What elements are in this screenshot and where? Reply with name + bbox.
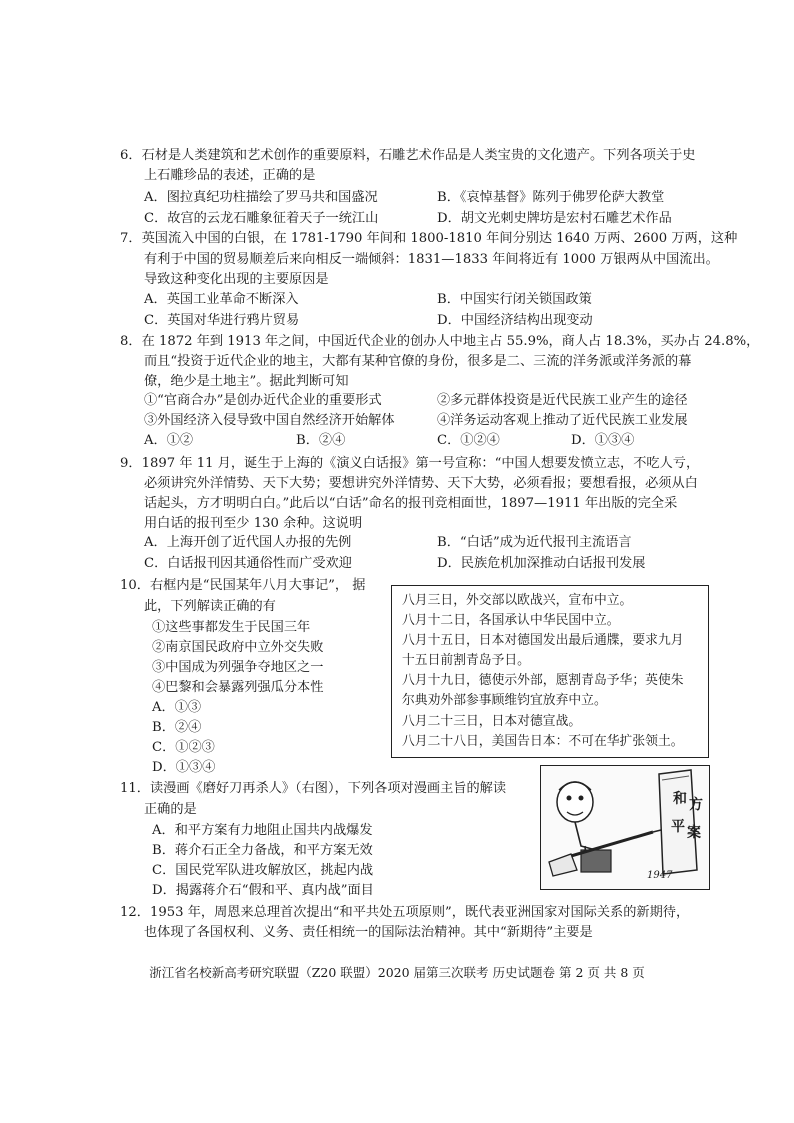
- page-footer: 浙江省名校新高考研究联盟（Z20 联盟）2020 届第三次联考 历史试题卷 第 2 页 共 8 页: [149, 965, 645, 980]
- q10-option-b: B．②④: [152, 720, 202, 735]
- q7-stem-line3: 导致这种变化出现的主要原因是: [144, 272, 329, 287]
- q11-cartoon-sign-char: 方: [689, 797, 703, 813]
- q11-option-b: B．蒋介石正全力备战，和平方案无效: [152, 843, 373, 858]
- q10-event-line: 八月十五日，日本对德国发出最后通牒，要求九月: [402, 633, 684, 648]
- q6-stem-line1: 6．石材是人类建筑和艺术创作的重要原料，石雕艺术作品是人类宝贵的文化遗产。下列各项关于史: [120, 148, 696, 163]
- q8-statement-1: ①“官商合办”是创办近代企业的重要形式: [144, 393, 382, 408]
- q8-statement-4: ④洋务运动客观上推动了近代民族工业发展: [437, 413, 688, 428]
- q10-option-d: D．①③④: [152, 760, 216, 775]
- q10-event-line: 十五日前割青岛予日。: [402, 653, 530, 668]
- q10-event-line: 八月二十三日，日本对德宣战。: [402, 714, 582, 729]
- q8-statement-3: ③外国经济入侵导致中国自然经济开始解体: [144, 413, 395, 428]
- q7-option-c: C．英国对华进行鸦片贸易: [144, 313, 300, 328]
- q8-stem-line3: 僚，绝少是土地主”。据此判断可知: [144, 374, 349, 389]
- q6-stem-line2: 上石雕珍品的表述，正确的是: [144, 168, 316, 183]
- q10-stem-line1: 10．右框内是“民国某年八月大事记”， 据: [120, 578, 366, 593]
- q12-stem-line1: 12．1953 年，周恩来总理首次提出“和平共处五项原则”，既代表亚洲国家对国际关系的新期待，: [120, 905, 690, 920]
- q10-statement-4: ④巴黎和会暴露列强瓜分本性: [152, 680, 324, 695]
- q9-stem-line2: 必须讲究外洋情势、天下大势；要想讲究外洋情势、天下大势，必须看报；要想看报，必须从白: [144, 476, 698, 491]
- q8-option-d: D．①③④: [571, 433, 635, 448]
- q9-stem-line1: 9．1897 年 11 月，诞生于上海的《演义白话报》第一号宣称：“中国人想要发愤立志，不吃人亏，: [120, 456, 700, 471]
- q12-stem-line2: 也体现了各国权利、义务、责任相统一的国际法治精神。其中“新期待”主要是: [144, 925, 593, 940]
- q11-cartoon-year: 1947: [647, 870, 673, 881]
- q10-event-line: 八月十九日，德使示外部，愿割青岛予华；英使朱: [402, 673, 684, 688]
- q10-stem-line2: 此，下列解读正确的有: [144, 599, 276, 614]
- q11-option-a: A．和平方案有力地阻止国共内战爆发: [152, 823, 373, 838]
- q8-option-a: A．①②: [144, 433, 194, 448]
- q7-stem-line2: 有利于中国的贸易顺差后来向相反一端倾斜：1831—1833 年间将近有 1000 万银两从中国流出。: [144, 252, 719, 267]
- q11-cartoon-sign-char: 平: [671, 819, 685, 835]
- q10-statement-3: ③中国成为列强争夺地区之一: [152, 660, 324, 675]
- q9-option-c: C．白话报刊因其通俗性而广受欢迎: [144, 556, 352, 571]
- q11-cartoon: [540, 765, 710, 890]
- q11-cartoon-sign-char: 和: [673, 791, 687, 807]
- q10-event-line: 八月十二日，各国承认中华民国中立。: [402, 613, 620, 628]
- q8-option-c: C．①②④: [437, 433, 500, 448]
- q8-stem-line2: 而且“投资于近代企业的地主，大都有某种官僚的身份，很多是二、三流的洋务派或洋务派的幕: [144, 354, 692, 369]
- q7-option-b: B．中国实行闭关锁国政策: [437, 292, 592, 307]
- q6-option-c: C．故宫的云龙石雕象征着天子一统江山: [144, 211, 379, 226]
- q6-option-a: A．图拉真纪功柱描绘了罗马共和国盛况: [144, 190, 378, 205]
- q6-option-d: D．胡文光刺史牌坊是宏村石雕艺术作品: [437, 211, 672, 226]
- q9-option-b: B．“白话”成为近代报刊主流语言: [437, 535, 632, 550]
- q11-stem-line2: 正确的是: [144, 802, 197, 817]
- q10-statement-1: ①这些事都发生于民国三年: [152, 620, 311, 635]
- q9-option-a: A．上海开创了近代国人办报的先例: [144, 535, 352, 550]
- q10-option-c: C．①②③: [152, 740, 215, 755]
- q7-option-a: A．英国工业革命不断深入: [144, 292, 299, 307]
- q7-stem-line1: 7．英国流入中国的白银，在 1781-1790 年间和 1800-1810 年间分别达 1640 万两、2600 万两，这种: [120, 231, 738, 246]
- q10-statement-2: ②南京国民政府中立外交失败: [152, 640, 324, 655]
- q10-event-line: 尔典劝外部参事顾维钧宜放弃中立。: [402, 693, 607, 708]
- q8-statement-2: ②多元群体投资是近代民族工业产生的途径: [437, 393, 688, 408]
- q9-stem-line3: 话起头，方才明明白白。”此后以“白话”命名的报刊竞相面世，1897—1911 年出版的完全采: [144, 496, 678, 511]
- q10-event-line: 八月三日，外交部以欧战兴，宣布中立。: [402, 593, 633, 608]
- q6-option-b: B．《哀悼基督》陈列于佛罗伦萨大教堂: [437, 190, 665, 205]
- q11-option-c: C．国民党军队进攻解放区，挑起内战: [152, 863, 374, 878]
- q8-option-b: B．②④: [296, 433, 346, 448]
- q10-option-a: A．①③: [152, 700, 202, 715]
- q11-cartoon-sign-char: 案: [687, 825, 701, 841]
- q8-stem-line1: 8．在 1872 年到 1913 年之间，中国近代企业的创办人中地主占 55.9%，商人占 18.3%，买办占 24.8%，: [120, 334, 760, 349]
- q10-event-line: 八月二十八日，美国告日本：不可在华扩张领土。: [402, 734, 684, 749]
- q10-event-box: [391, 585, 709, 758]
- q11-option-d: D．揭露蒋介石“假和平、真内战”面目: [152, 883, 374, 898]
- q7-option-d: D．中国经济结构出现变动: [437, 313, 593, 328]
- q9-stem-line4: 用白话的报刊至少 130 余种。这说明: [144, 516, 363, 531]
- q9-option-d: D．民族危机加深推动白话报刊发展: [437, 556, 646, 571]
- q11-stem-line1: 11．读漫画《磨好刀再杀人》（右图），下列各项对漫画主旨的解读: [120, 781, 507, 796]
